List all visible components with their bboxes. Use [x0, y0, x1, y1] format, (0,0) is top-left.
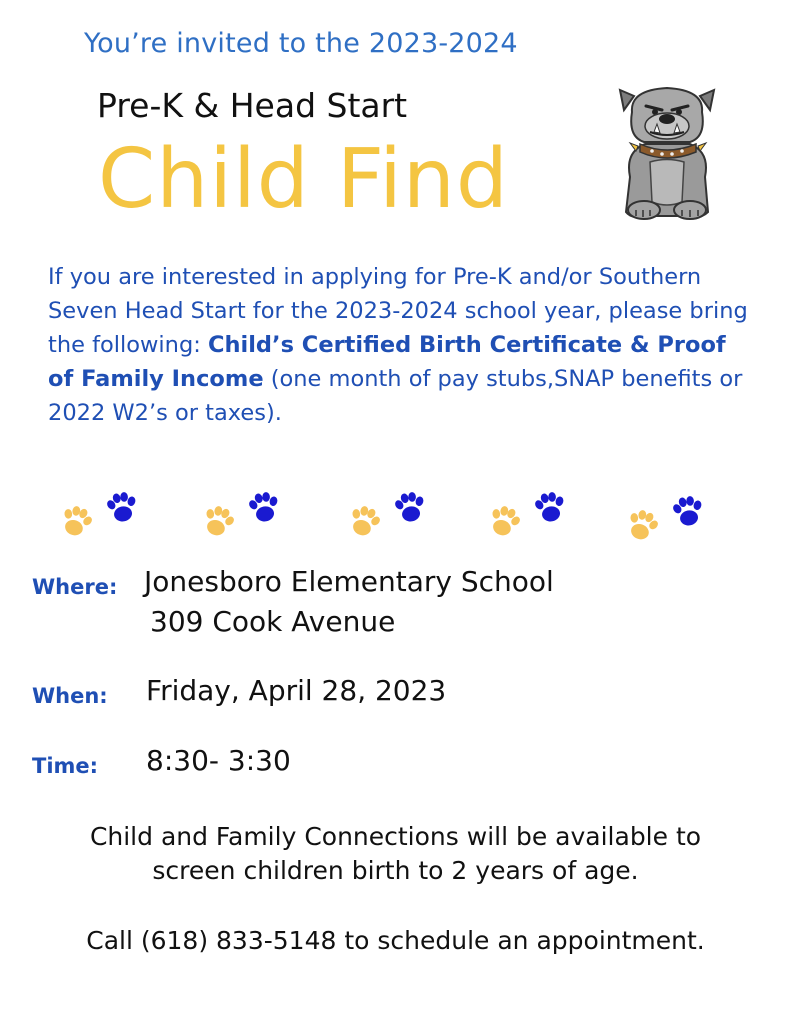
when-label: When: [32, 684, 108, 708]
where-location: Jonesboro Elementary School [144, 565, 554, 598]
paw-pair [480, 486, 580, 546]
required-documents: Child’s Certified Birth Certificate & Proof of Family Income [48, 332, 726, 392]
screening-line-1: Child and Family Connections will be available to [89, 822, 702, 851]
paw-print-gold-icon [485, 502, 525, 540]
paw-pair [52, 486, 152, 546]
paw-print-blue-icon [670, 494, 706, 528]
screening-line-2: screen children birth to 2 years of age. [152, 856, 639, 885]
when-date: Friday, April 28, 2023 [146, 674, 447, 707]
call-to-action: Call (618) 833-5148 to schedule an appointment. [86, 926, 705, 955]
application-instructions [48, 260, 748, 430]
paw-print-row [52, 486, 742, 556]
paw-pair [194, 486, 294, 546]
bulldog-mascot-icon [610, 82, 725, 226]
time-label: Time: [32, 754, 99, 778]
paw-print-blue-icon [104, 490, 140, 524]
program-name: Pre-K & Head Start [97, 86, 408, 125]
paw-print-gold-icon [623, 506, 663, 544]
time-value: 8:30- 3:30 [146, 744, 291, 777]
intro-text: If you are interested in applying for Pre-K and/or Southern Seven Head Start for the 2023-2024 school year, please bring the following: [48, 264, 748, 358]
paw-print-gold-icon [345, 502, 385, 540]
paw-print-blue-icon [246, 490, 282, 524]
paw-print-gold-icon [199, 502, 239, 540]
event-title: Child Find [98, 132, 509, 227]
where-address: 309 Cook Avenue [150, 605, 396, 638]
where-label: Where: [32, 575, 118, 599]
invite-line: You’re invited to the 2023-2024 [84, 28, 518, 59]
income-note: (one month of pay stubs,SNAP benefits or 2022 W2’s or taxes). [48, 366, 743, 426]
paw-print-blue-icon [532, 490, 568, 524]
paw-print-blue-icon [392, 490, 428, 524]
paw-pair [618, 486, 718, 546]
paw-pair [340, 486, 440, 546]
paw-print-gold-icon [57, 502, 97, 540]
